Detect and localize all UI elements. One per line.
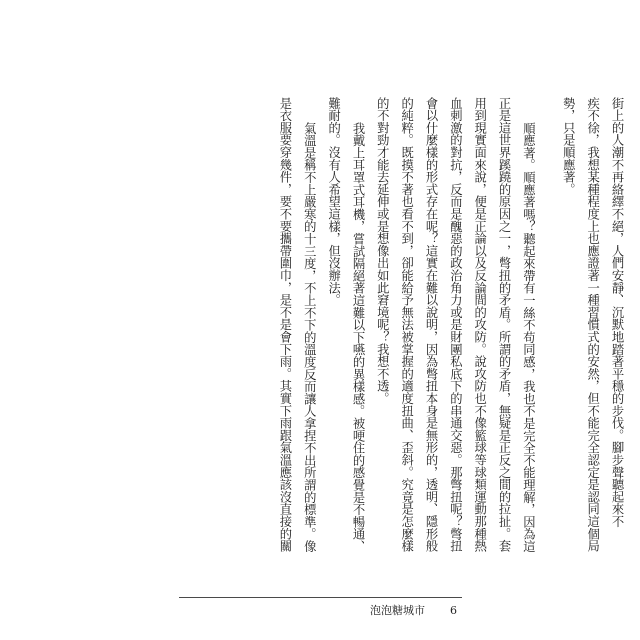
text-column: 的純粹。既摸不著也看不到，卻能給予無法被掌握的適度扭曲、歪斜。究竟是怎麼樣	[399, 97, 414, 553]
paragraph	[370, 97, 540, 553]
text-column: 正是這世界蹊蹺的原因之一，彆扭的矛盾。所謂的矛盾，無疑是正反之間的拉扯。套	[497, 97, 512, 553]
text-column: 氣溫是稱不上嚴寒的十三度，不上不下的溫度反而讓人拿捏不出所謂的標準。像	[302, 121, 317, 553]
footer-rule	[179, 597, 462, 598]
text-column: 順應著。順應著嗎？聽起來帶有一絲不苟同感，我也不是完全不能理解，因為這	[521, 121, 536, 553]
text-column: 我戴上耳罩式耳機，嘗試隔絕著這難以下嚥的異樣感。被哽住的感覺是不暢通、	[350, 121, 365, 553]
text-column: 血刺激的對抗，反而是醜惡的政治角力或是財團私底下的串通交惡。那彆扭呢？彆扭	[448, 97, 463, 553]
paragraph	[273, 97, 322, 553]
text-column: 勢，只是順應著。	[561, 97, 576, 196]
running-title: 泡泡糖城市	[370, 604, 425, 617]
vertical-text-block	[273, 97, 629, 553]
text-column: 街上的人潮不再絡繹不絕，人們安靜、沉默地踏著平穩的步伐。腳步聲聽起來不	[610, 97, 624, 528]
text-column: 難耐的。沒有人希望這樣，但沒辦法。	[326, 97, 341, 307]
text-column: 是衣服要穿幾件，要不要攜帶圍巾，是不是會下雨。其實下雨跟氣溫應該沒直接的關	[277, 97, 292, 553]
text-column: 疾不徐，我想某種程度上也應證著一種習慣式的安然，但不能完全認定是認同這個局	[585, 97, 600, 553]
text-column: 會以什麼樣的形式存在呢？這實在難以說明，因為彆扭本身是無形的，透明、隱形般	[424, 97, 438, 553]
paragraph	[321, 97, 370, 553]
text-column: 的不對勁才能去延伸或是想像出如此窘境呢？我想不透。	[375, 97, 390, 405]
paragraph	[556, 97, 629, 553]
text-column: 用到現實面來說，便是正論以及反論間的攻防。說攻防也不像籃球等球類運動那種熱	[472, 97, 487, 553]
page-number: 6	[450, 604, 457, 617]
